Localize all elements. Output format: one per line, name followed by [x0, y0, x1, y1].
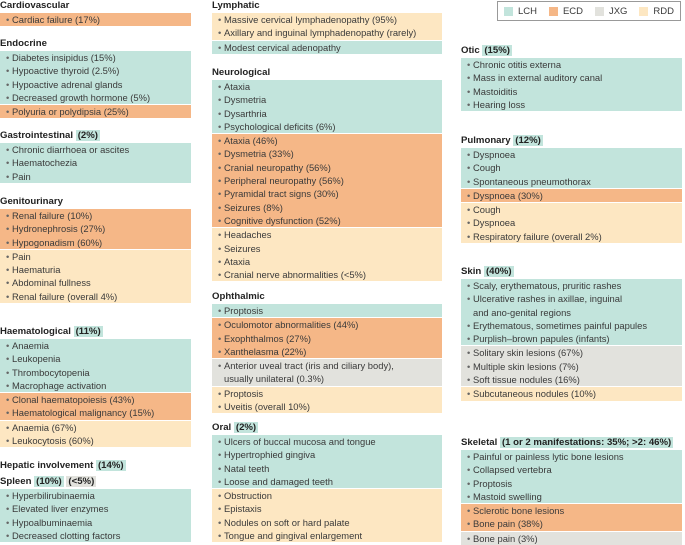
section-title: [212, 291, 442, 303]
section-title: [461, 45, 682, 57]
list-item: • Subcutaneous nodules (10%): [461, 387, 682, 400]
list-item: • Modest cervical adenopathy: [212, 41, 442, 54]
section-neurological: [212, 67, 442, 281]
list-item: • Haematological malignancy (15%): [0, 406, 191, 419]
section-cardiovascular: [0, 0, 191, 26]
list-item: • Hypogonadism (60%): [0, 236, 191, 249]
section-haematological: [0, 326, 191, 447]
section-pulmonary: [461, 135, 682, 243]
list-item: • Chronic diarrhoea or ascites: [0, 143, 191, 156]
section-title: [212, 422, 442, 434]
list-item: • Obstruction: [212, 489, 442, 502]
list-item: • Polyuria or polydipsia (25%): [0, 105, 191, 118]
list-item: • Ataxia: [212, 80, 442, 93]
list-item: • Abdominal fullness: [0, 276, 191, 289]
group-ecd: [212, 134, 442, 227]
list-item: • Axillary and inguinal lymphadenopathy (rarely): [212, 26, 442, 39]
group-jxg: [461, 532, 682, 545]
legend-swatch: [595, 7, 604, 16]
list-item: • Cough: [461, 161, 682, 174]
group-ecd: [0, 105, 191, 118]
group-jxg: [461, 346, 682, 386]
section-title: [461, 135, 682, 147]
list-item: • Collapsed vertebra: [461, 463, 682, 476]
list-item: • Leukopenia: [0, 352, 191, 365]
group-rdd: [212, 228, 442, 281]
prevalence-badge: (1 or 2 manifestations: 35%; >2: 46%): [501, 437, 672, 448]
list-item: • Dyspnoea: [461, 148, 682, 161]
group-lch: [0, 143, 191, 183]
group-lch: [0, 339, 191, 392]
list-item: • Cough: [461, 203, 682, 216]
group-rdd: [0, 250, 191, 303]
group-lch: [212, 41, 442, 54]
section-title-text: Ophthalmic: [212, 291, 265, 302]
list-item: • Anaemia: [0, 339, 191, 352]
list-item: • Pain: [0, 170, 191, 183]
group-rdd: [212, 489, 442, 542]
group-lch: [212, 435, 442, 488]
list-item: • Proptosis: [212, 304, 442, 317]
section-hepatic-involvement: [0, 460, 191, 542]
section-title: [0, 130, 191, 142]
group-ecd: [212, 318, 442, 358]
list-item: • Hyperbilirubinaemia: [0, 489, 191, 502]
group-ecd: [0, 209, 191, 249]
list-item: • Respiratory failure (overall 2%): [461, 230, 682, 243]
list-item: • Hearing loss: [461, 98, 682, 111]
section-title-text: Skin: [461, 266, 482, 277]
list-item: • Cranial neuropathy (56%): [212, 161, 442, 174]
list-item: • Exophthalmos (27%): [212, 332, 442, 345]
section-lymphatic: [212, 0, 442, 54]
list-item: • Diabetes insipidus (15%): [0, 51, 191, 64]
section-title-text: Otic: [461, 45, 480, 56]
list-item: • Purplish–brown papules (infants): [461, 332, 682, 345]
prevalence-badge: (11%): [75, 326, 101, 337]
list-item: • Soft tissue nodules (16%): [461, 373, 682, 386]
list-item: • Proptosis: [461, 477, 682, 490]
legend-item-ecd: [549, 6, 583, 17]
section-title-text: Oral: [212, 422, 232, 433]
list-item: • Elevated liver enzymes: [0, 502, 191, 515]
section-gastrointestinal: [0, 130, 191, 183]
group-rdd: [212, 13, 442, 40]
list-item: • Tongue and gingival enlargement: [212, 529, 442, 542]
prevalence-badge: (2%): [77, 130, 98, 141]
list-item: • Erythematous, sometimes painful papules: [461, 319, 682, 332]
group-lch: [461, 58, 682, 111]
section-title: [212, 67, 442, 79]
legend-label: ECD: [562, 5, 583, 17]
list-item: • Dysarthria: [212, 107, 442, 120]
legend-label: JXG: [608, 5, 628, 17]
section-subtitle-text: Spleen: [0, 476, 32, 487]
list-item: • Mastoiditis: [461, 85, 682, 98]
group-lch: [461, 279, 682, 345]
list-item: • Solitary skin lesions (67%): [461, 346, 682, 359]
section-otic: [461, 45, 682, 111]
list-item: • Dyspnoea (30%): [461, 189, 682, 202]
list-item: • Spontaneous pneumothorax: [461, 175, 682, 188]
list-item: • Multiple skin lesions (7%): [461, 360, 682, 373]
list-item: • Seizures: [212, 242, 442, 255]
list-item: • Epistaxis: [212, 502, 442, 515]
list-item: • Pyramidal tract signs (30%): [212, 187, 442, 200]
prevalence-badge: (10%): [36, 476, 62, 487]
list-item: • Haematuria: [0, 263, 191, 276]
group-rdd: [461, 203, 682, 243]
legend-swatch: [549, 7, 558, 16]
prevalence-badge: (40%): [485, 266, 512, 277]
list-item: • Hypertrophied gingiva: [212, 448, 442, 461]
group-lch: [461, 450, 682, 503]
section-title: [461, 437, 682, 449]
list-item: • Leukocytosis (60%): [0, 434, 191, 447]
legend-swatch: [639, 7, 648, 16]
section-genitourinary: [0, 196, 191, 303]
list-item: • Renal failure (10%): [0, 209, 191, 222]
prevalence-badge: (12%): [515, 135, 541, 146]
legend-swatch: [504, 7, 513, 16]
list-item: • Macrophage activation: [0, 379, 191, 392]
group-rdd: [0, 421, 191, 448]
section-title-text: Haematological: [0, 326, 71, 337]
group-jxg: [212, 359, 442, 386]
list-item: • Hypoalbuminaemia: [0, 516, 191, 529]
section-title: [0, 460, 191, 472]
list-item: • Bone pain (3%): [461, 532, 682, 545]
list-item: • Dysmetria (33%): [212, 147, 442, 160]
group-ecd: [0, 393, 191, 420]
list-item: • Renal failure (overall 4%): [0, 290, 191, 303]
section-title: [0, 196, 191, 208]
legend-label: RDD: [653, 5, 674, 17]
list-item: • Chronic otitis externa: [461, 58, 682, 71]
list-item: • Hypoactive thyroid (2.5%): [0, 64, 191, 77]
list-item: • Anterior uveal tract (iris and ciliary body), usually unilateral (0.3%): [212, 359, 442, 386]
group-ecd: [0, 13, 191, 26]
group-ecd: [461, 504, 682, 531]
list-item: • Peripheral neuropathy (56%): [212, 174, 442, 187]
list-item: • Painful or painless lytic bone lesions: [461, 450, 682, 463]
group-ecd: [461, 189, 682, 202]
group-lch: [212, 304, 442, 317]
list-item: • Haematochezia: [0, 156, 191, 169]
list-item: • Ulcers of buccal mucosa and tongue: [212, 435, 442, 448]
legend: [497, 1, 681, 21]
section-title-text: Endocrine: [0, 38, 47, 49]
section-title: [461, 266, 682, 278]
prevalence-badge: (2%): [235, 422, 257, 433]
list-item: • Hydronephrosis (27%): [0, 222, 191, 235]
legend-item-lch: [504, 6, 537, 17]
list-item: • Cranial nerve abnormalities (<5%): [212, 268, 442, 281]
section-title: [0, 38, 191, 50]
list-item: • Mass in external auditory canal: [461, 71, 682, 84]
group-lch: [461, 148, 682, 188]
list-item: • Cardiac failure (17%): [0, 13, 191, 26]
group-rdd: [212, 387, 442, 414]
section-title-text: Neurological: [212, 67, 271, 78]
list-item: • Massive cervical lymphadenopathy (95%): [212, 13, 442, 26]
list-item: • Thrombocytopenia: [0, 366, 191, 379]
section-subtitle: [0, 476, 191, 488]
section-title-text: Lymphatic: [212, 0, 260, 11]
section-skeletal: [461, 437, 682, 545]
list-item: • Bone pain (38%): [461, 517, 682, 530]
group-lch: [0, 51, 191, 104]
legend-item-jxg: [595, 6, 627, 17]
section-title-text: Cardiovascular: [0, 0, 70, 11]
prevalence-badge: (<5%): [68, 476, 95, 487]
group-lch: [212, 80, 442, 133]
group-lch: [0, 489, 191, 542]
list-item: • Headaches: [212, 228, 442, 241]
list-item: • Nodules on soft or hard palate: [212, 516, 442, 529]
list-item: • Ataxia (46%): [212, 134, 442, 147]
list-item: • Pain: [0, 250, 191, 263]
prevalence-badge: (14%): [97, 460, 124, 471]
section-ophthalmic: [212, 291, 442, 413]
list-item: • Dysmetria: [212, 93, 442, 106]
list-item: • Scaly, erythematous, pruritic rashes: [461, 279, 682, 292]
list-item: • Decreased clotting factors: [0, 529, 191, 542]
list-item: • Anaemia (67%): [0, 421, 191, 434]
list-item: • Dyspnoea: [461, 216, 682, 229]
list-item: • Uveitis (overall 10%): [212, 400, 442, 413]
list-item: • Psychological deficits (6%): [212, 120, 442, 133]
legend-item-rdd: [639, 6, 674, 17]
section-title-text: Gastrointestinal: [0, 130, 74, 141]
section-endocrine: [0, 38, 191, 118]
list-item: • Seizures (8%): [212, 201, 442, 214]
section-title: [0, 0, 191, 12]
list-item: • Cognitive dysfunction (52%): [212, 214, 442, 227]
list-item: • Proptosis: [212, 387, 442, 400]
list-item: • Hypoactive adrenal glands: [0, 78, 191, 91]
section-title-text: Hepatic involvement: [0, 460, 94, 471]
list-item: • Natal teeth: [212, 462, 442, 475]
section-title-text: Pulmonary: [461, 135, 511, 146]
list-item: • Oculomotor abnormalities (44%): [212, 318, 442, 331]
section-title: [212, 0, 442, 12]
list-item: • Mastoid swelling: [461, 490, 682, 503]
list-item: • Decreased growth hormone (5%): [0, 91, 191, 104]
section-title: [0, 326, 191, 338]
list-item: • Sclerotic bone lesions: [461, 504, 682, 517]
list-item: • Ulcerative rashes in axillae, inguinal and ano-genital regions: [461, 292, 682, 319]
section-title-text: Skeletal: [461, 437, 498, 448]
section-skin: [461, 266, 682, 401]
prevalence-badge: (15%): [484, 45, 510, 56]
legend-label: LCH: [517, 5, 537, 17]
section-oral: [212, 422, 442, 542]
list-item: • Ataxia: [212, 255, 442, 268]
list-item: • Clonal haematopoiesis (43%): [0, 393, 191, 406]
list-item: • Xanthelasma (22%): [212, 345, 442, 358]
list-item: • Loose and damaged teeth: [212, 475, 442, 488]
group-rdd: [461, 387, 682, 400]
section-title-text: Genitourinary: [0, 196, 63, 207]
